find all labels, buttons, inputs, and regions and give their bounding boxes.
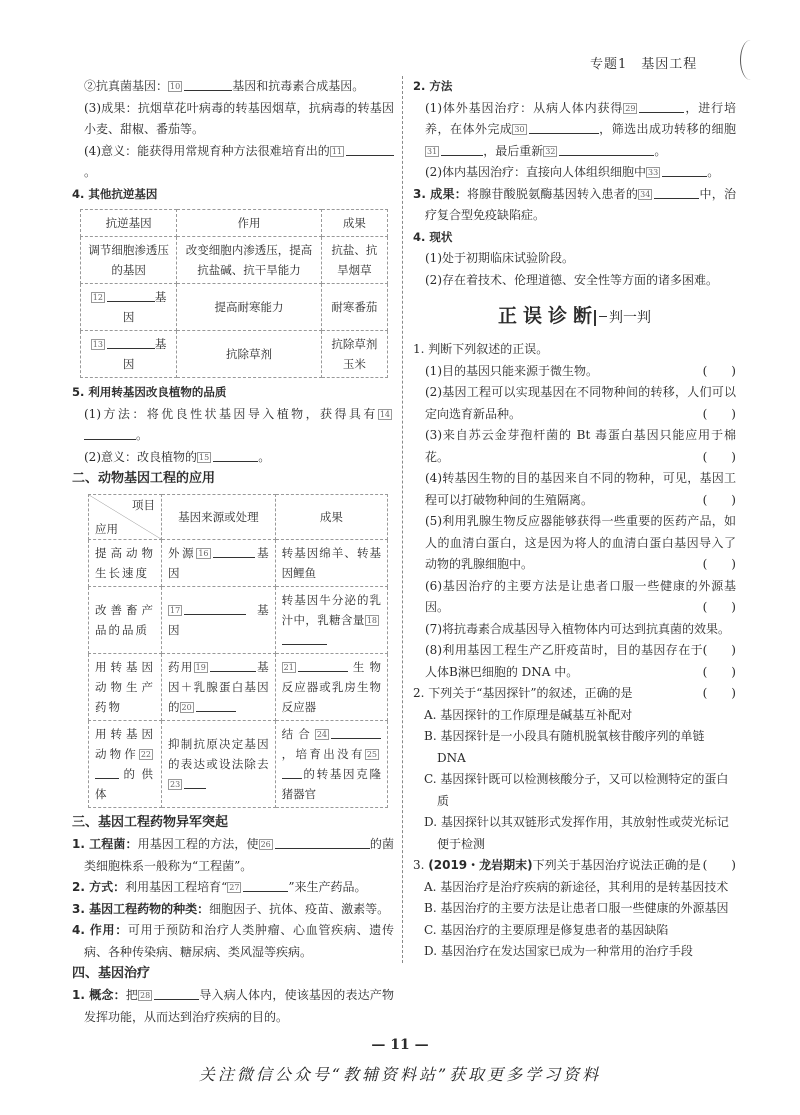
fill-in-blank[interactable] [275,835,370,849]
animal-application-table [88,494,388,808]
diagonal-header-top: 项目 [132,498,155,512]
blank-number: 24 [316,730,327,739]
table-cell [275,540,387,587]
text-segment: 基因 [122,290,167,324]
text-segment: 提高动物生长速度 [95,546,155,580]
text-segment: 的菌类细胞株系一般称为“工程菌”。 [84,837,394,873]
answer-bracket[interactable]: ( ) [702,686,736,700]
table-cell [321,284,387,331]
text-segment: ，最后重新 [483,143,544,158]
table-cell [177,331,322,378]
table-cell [275,721,387,808]
table-cell [321,237,387,284]
paragraph [413,162,736,184]
judgement-item [413,511,736,576]
fill-in-blank[interactable] [331,725,381,739]
header-cell: 成果 [321,210,387,237]
diagonal-header [89,495,161,539]
text-segment: 利用基因工程培育“ [125,880,228,894]
blank-number: 17 [170,606,181,615]
paragraph [72,404,394,447]
lead-label: 1. 概念： [72,988,126,1002]
text-segment: 用转基因动物作 [95,727,155,761]
answer-bracket[interactable]: ( ) [702,557,736,571]
text-segment: 。 [258,449,271,464]
fill-in-blank[interactable] [654,185,699,199]
text-segment: 基因＋乳腺蛋白基因的 [168,660,269,714]
table-cell [81,331,177,378]
text-segment: 基因 [168,546,269,580]
answer-bracket[interactable]: ( ) [702,600,736,614]
text-segment: (1)目的基因只能来源于微生物。 [425,363,598,378]
paragraph [413,98,736,163]
text-segment: 2. 下列关于“基因探针”的叙述，正确的是 [413,686,633,700]
numbered-paragraph [72,985,394,1028]
text-segment: (7)将抗毒素合成基因导入植物体内可达到抗真菌的效果。 [425,621,731,636]
text-segment: ”来生产药品。 [288,880,367,894]
table-cell [81,284,177,331]
text-segment: 把 [125,988,138,1002]
fill-in-blank[interactable] [282,765,302,779]
blank-number: 11 [331,146,342,156]
paragraph [413,248,736,270]
table-cell [89,721,162,808]
fill-in-blank[interactable] [298,658,348,672]
question-stem: 下列关于基因治疗说法正确的是 [532,858,701,872]
paragraph [72,447,394,469]
fill-in-blank[interactable] [213,544,255,558]
judgement-item [413,468,736,511]
answer-bracket[interactable]: ( ) [702,643,736,657]
fill-in-blank[interactable] [662,163,707,177]
text-segment: 结合 [281,727,315,741]
judgement-item [413,576,736,619]
fill-in-blank[interactable] [210,658,256,672]
table-cell [162,587,276,654]
table-cell [89,654,162,721]
table-row [81,331,388,378]
text-segment: 用基因工程的方法，使 [137,837,259,851]
numbered-paragraph [72,920,394,963]
table-header-row [81,210,388,237]
multiple-choice-question [413,855,736,877]
chapter-heading: 三、基因工程药物异军突起 [72,815,229,830]
text-segment: 改善畜产品的品质 [95,603,155,637]
blank-number: 32 [545,146,556,156]
page-number: — 11 — [371,1037,429,1053]
diagonal-header-cell [89,495,162,540]
table-cell [89,540,162,587]
text-segment: 细胞因子、抗体、疫苗、激素等。 [209,901,390,916]
text-segment: (1)体外基因治疗：从病人体内获得 [425,100,624,115]
judgement-item [413,640,736,683]
text-segment: 用转基因动物生产药物 [95,660,155,714]
text-segment: 耐寒番茄 [331,300,378,314]
fill-in-blank[interactable] [196,698,236,712]
fill-in-blank[interactable] [107,288,155,302]
text-segment: (3)来自苏云金芽孢杆菌的 Bt 毒蛋白基因只能应用于棉花。 [425,428,736,464]
table-row [89,721,388,808]
table-cell [81,237,177,284]
question-number: 3. [413,858,429,872]
text-segment: (2)存在着技术、伦理道德、安全性等方面的诸多困难。 [425,272,719,287]
blank-number: 26 [260,840,271,849]
text-segment: 抗盐、抗旱烟草 [331,243,378,277]
left-column [72,76,402,1028]
numbered-paragraph [72,899,394,921]
text-segment: ，筛选出成功转移的细胞 [598,122,736,136]
fill-in-blank[interactable] [282,631,327,645]
text-segment: (2)意义：改良植物的 [84,449,197,464]
text-segment: (4)意义：能获得用常规育种方法很难培育出的 [84,143,330,158]
fill-in-blank[interactable] [346,142,394,156]
answer-option: B. 基因治疗的主要方法是让患者口服一些健康的外源基因 [424,901,729,915]
text-segment: 改变细胞内渗透压，提高抗盐碱、抗干旱能力 [185,243,313,277]
answer-option: B. 基因探针是一小段具有随机脱氧核苷酸序列的单链 DNA [424,729,705,765]
fill-in-blank[interactable] [95,765,119,779]
chapter-heading: 二、动物基因工程的应用 [72,471,216,486]
blank-number: 33 [648,168,659,177]
table-cell [321,331,387,378]
text-segment: 提高耐寒能力 [214,300,284,314]
answer-option: A. 基因治疗是治疗疾病的新途径，其利用的是转基因技术 [424,879,729,894]
fill-in-blank[interactable] [639,99,684,113]
answer-bracket[interactable]: ( ) [702,449,736,464]
lead-label: 2. 方式： [72,880,126,894]
fill-in-blank[interactable] [559,142,654,156]
blank-number: 10 [170,82,181,91]
text-segment: 基因 [168,603,269,637]
text-segment: 抑制抗原决定基因的表达或设法除去 [168,737,269,771]
fill-in-blank[interactable] [184,775,206,789]
answer-bracket[interactable]: ( ) [702,363,736,378]
answer-bracket[interactable]: ( ) [702,492,736,507]
right-column [402,76,736,963]
text-segment: (1)处于初期临床试验阶段。 [425,251,574,265]
text-segment: ②抗真菌基因： [84,79,169,93]
question [413,339,736,361]
table-cell [162,721,276,808]
text-segment: 基因 [122,337,167,371]
lead-label: 1. 工程菌： [72,837,138,851]
section-title-main: 正误诊断 [497,305,598,327]
table-row [89,587,388,654]
section-heading: 5. 利用转基因改良植物的品质 [72,385,227,399]
lead-label: 3. 基因工程药物的种类： [72,901,210,916]
answer-bracket[interactable]: ( ) [702,406,736,421]
text-segment: (1)方法：将优良性状基因导入植物，获得具有 [84,406,378,421]
text-segment: 转基因牛分泌的乳汁中，乳糖含量 [281,593,381,627]
chapter-title: 专题1 基因工程 [590,57,698,72]
stress-gene-table [80,209,388,378]
blank-number: 20 [181,703,192,712]
blank-number: 34 [640,189,651,199]
blank-number: 14 [379,409,390,419]
header-cell: 成果 [275,495,387,540]
table-cell [275,654,387,721]
table-cell [177,237,322,284]
blank-number: 22 [140,750,151,759]
table-cell [162,540,276,587]
fill-in-blank[interactable] [529,120,599,134]
fill-in-blank[interactable] [107,335,155,349]
answer-bracket[interactable]: ( ) [702,858,736,872]
blank-number: 12 [92,293,103,302]
judgement-item [413,619,736,657]
paragraph [72,76,394,98]
table-row [89,540,388,587]
blank-number: 19 [195,663,206,672]
section-title [413,301,736,333]
paragraph [72,98,394,141]
fill-in-blank[interactable] [154,986,199,1000]
text-segment: 基因和抗毒素合成基因。 [232,79,365,93]
text-segment: 。 [136,428,149,442]
blank-number: 18 [366,616,377,625]
table-row [81,237,388,284]
answer-bracket[interactable]: ( ) [702,664,736,679]
blank-number: 16 [198,549,209,558]
text-segment: (3)成果：抗烟草花叶病毒的转基因烟草，抗病毒的转基因小麦、甜椒、番茄等。 [84,100,394,136]
blank-number: 30 [514,125,525,134]
text-segment: 。 [84,165,97,179]
lead-label: 4. 作用： [72,923,128,937]
blank-number: 21 [283,663,294,672]
text-segment: ，进行培养，在体外完成 [425,100,736,136]
text-segment: 1. 判断下列叙述的正误。 [413,342,549,356]
text-segment: 将腺苷酸脱氨酶基因转入患者的 [466,186,639,201]
chapter-heading: 四、基因治疗 [72,966,151,981]
text-segment: (6)基因治疗的主要方法是让患者口服一些健康的外源基因。 [425,578,736,614]
answer-option: C. 基因治疗的主要原理是修复患者的基因缺陷 [424,922,669,937]
text-segment: (5)利用乳腺生物反应器能够获得一些重要的医药产品，如人的血清白蛋白，这是因为将人的血清白蛋白基因导入了动物的乳腺细胞中。 [425,514,736,571]
header-cell: 作用 [177,210,322,237]
text-segment: 抗除草剂玉米 [331,337,378,371]
answer-option: C. 基因探针既可以检测核酸分子，又可以检测特定的蛋白质 [424,772,729,808]
question-source: (2019・龙岩期末) [428,858,533,872]
answer-option: A. 基因探针的工作原理是碱基互补配对 [424,707,633,722]
header-cell: 抗逆基因 [81,210,177,237]
table-cell [177,284,322,331]
answer-option: D. 基因治疗在发达国家已成为一种常用的治疗手段 [424,944,693,958]
blank-number: 23 [170,780,181,789]
text-segment: 药用 [168,660,194,674]
diagonal-header-bottom: 应用 [95,522,118,536]
judgement-item [413,361,736,383]
text-segment: (8)利用基因工程生产乙肝疫苗时，目的基因存在于人体B淋巴细胞的 DNA 中。 [425,643,703,679]
text-segment: (2)基因工程可以实现基因在不同物种间的转移，人们可以定向选育新品种。 [425,385,736,421]
blank-number: 29 [625,103,636,113]
page-header [0,0,800,76]
section-heading: 4. 现状 [413,229,453,244]
text-segment: 调节细胞渗透压的基因 [88,243,169,277]
blank-number: 27 [229,883,240,892]
table-cell [89,587,162,654]
text-segment: (4)转基因生物的目的基因来自不同的物种，可见，基因工程可以打破物种间的生殖隔离。 [425,471,736,507]
multiple-choice-question [413,683,736,705]
judgement-item [413,382,736,425]
judgement-item [413,425,736,468]
table-cell [162,654,276,721]
table-cell [275,587,387,654]
fill-in-blank[interactable] [213,448,258,462]
numbered-paragraph [413,184,736,227]
text-segment: 外源 [168,546,197,560]
blank-number: 28 [139,991,151,1000]
text-segment: 。 [654,143,667,158]
fill-in-blank[interactable] [441,142,483,156]
fill-in-blank[interactable] [184,601,246,615]
fill-in-blank[interactable] [84,426,136,440]
text-segment: 的转基因克隆猪器官 [281,767,381,801]
section-heading: 4. 其他抗逆基因 [72,186,158,201]
header-bracket-decoration [740,40,761,80]
numbered-paragraph [72,834,394,877]
section-heading: 2. 方法 [413,79,453,93]
page-footer [0,1028,800,1096]
answer-option: D. 基因探针以其双链形式发挥作用，其放射性或荧光标记便于检测 [424,815,729,851]
text-segment: 抗除草剂 [225,347,272,361]
text-segment: 。 [707,165,720,179]
header-cell: 基因来源或处理 [162,495,276,540]
text-segment: 可用于预防和治疗人类肿瘤、心血管疾病、遗传病、各种传染病、糖尿病、类风湿等疾病。 [84,923,394,959]
section-title-sub: 判一判 [594,310,651,326]
blank-number: 13 [92,340,103,349]
table-row [89,654,388,721]
text-segment: 转基因绵羊、转基因鲤鱼 [281,546,381,580]
table-header-row [89,495,388,540]
text-segment: 生物反应器或乳房生物反应器 [281,660,381,714]
paragraph [413,270,736,292]
content-columns [0,76,800,1028]
numbered-paragraph [72,877,394,899]
text-segment: 中，治疗复合型免疫缺陷症。 [425,186,736,222]
fill-in-blank[interactable] [184,77,232,91]
blank-number: 31 [427,146,438,156]
blank-number: 15 [199,452,210,462]
text-segment: 导入病人体内，使该基因的表达产物发挥功能，从而达到治疗疾病的目的。 [84,988,394,1024]
text-segment: (2)体内基因治疗：直接向人体组织细胞中 [425,165,646,179]
blank-number: 25 [366,750,377,759]
paragraph [72,141,394,184]
table-row [81,284,388,331]
text-segment: 的供体 [95,767,155,801]
fill-in-blank[interactable] [243,878,288,892]
footer-slogan: 关注微信公众号“教辅资料站”获取更多学习资料 [198,1065,602,1084]
text-segment: ，培育出没有 [281,747,365,761]
lead-label: 3. 成果： [413,186,467,201]
